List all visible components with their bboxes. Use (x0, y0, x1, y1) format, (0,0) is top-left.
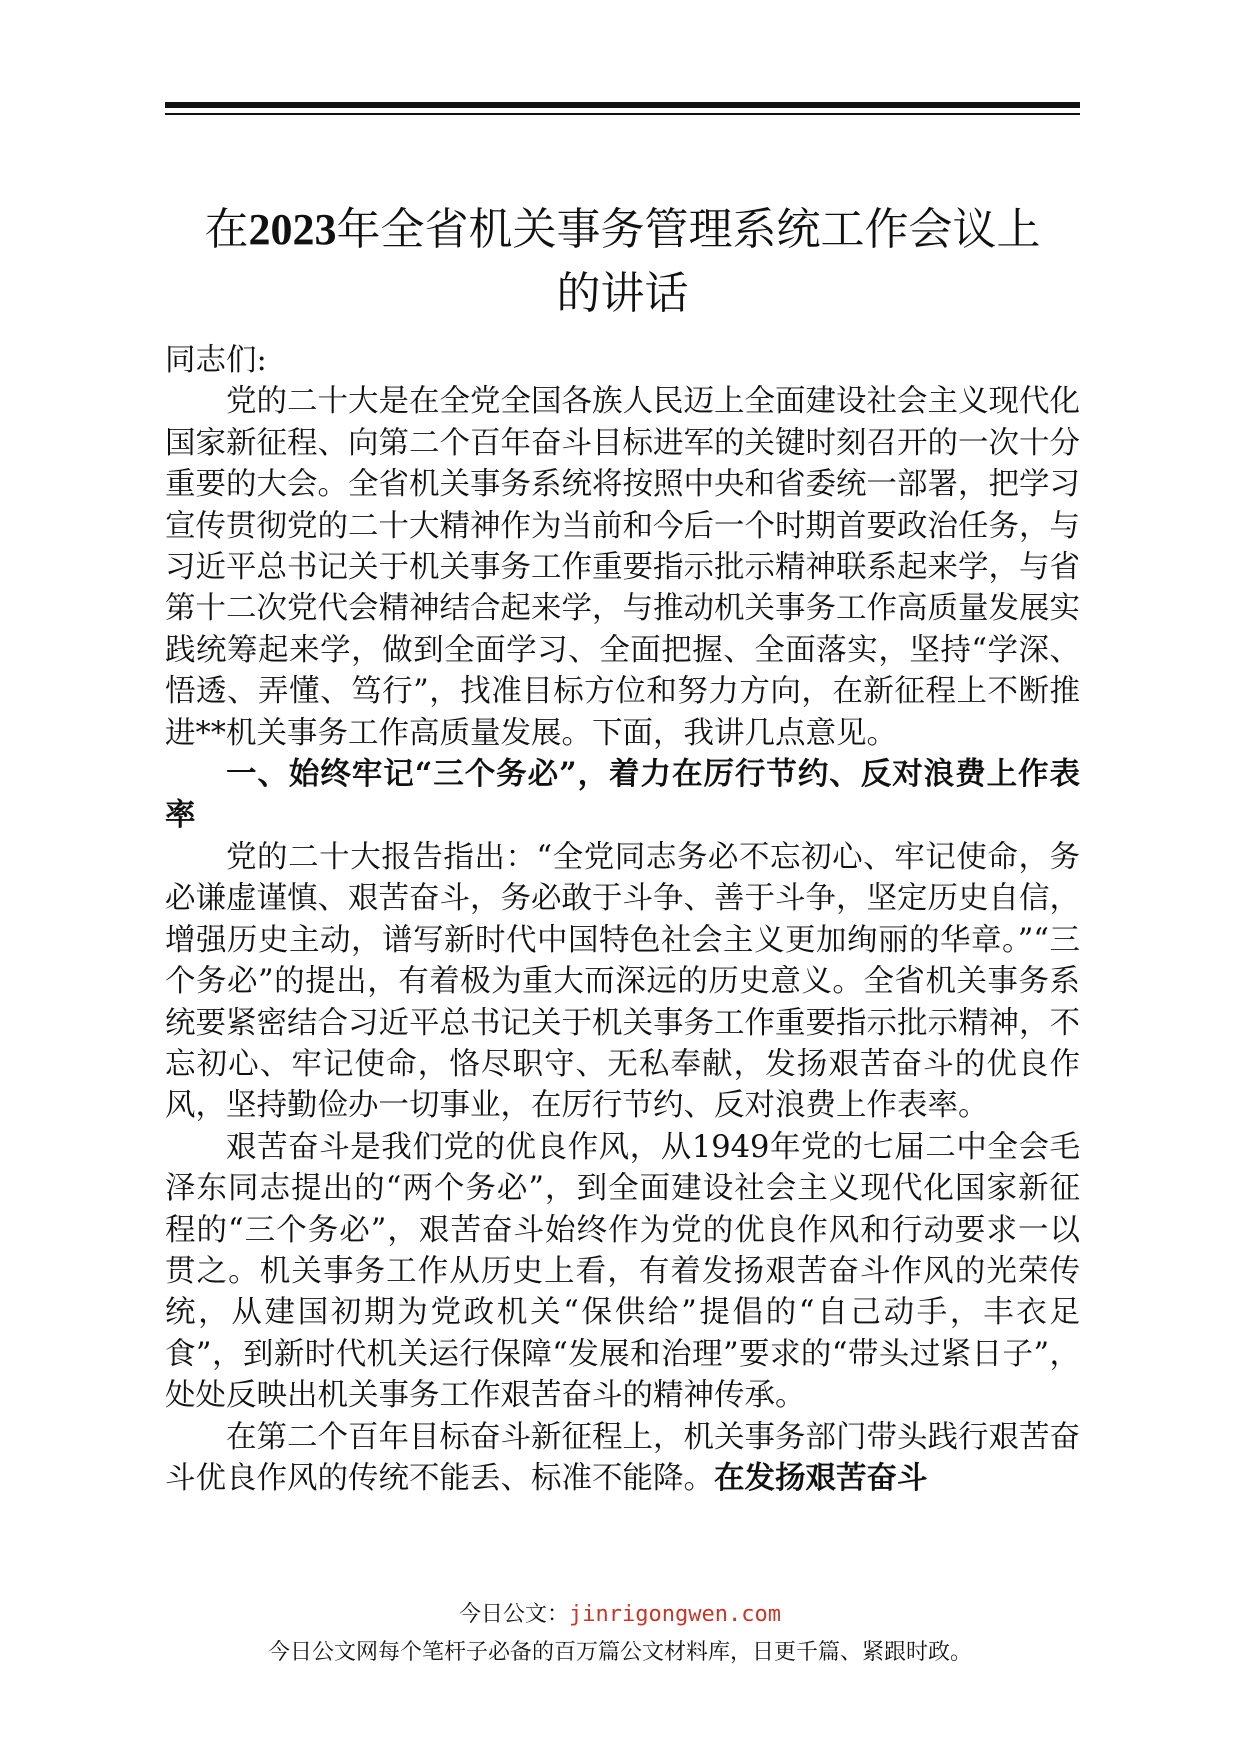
section-heading-1: 一、始终牢记“三个务必”，着力在厉行节约、反对浪费上作表率 (165, 756, 1080, 834)
title-year: 2023 (248, 205, 337, 254)
title-line2: 的讲话 (556, 268, 689, 319)
footer-site-link[interactable]: jinrigongwen.com (569, 1602, 781, 1627)
footer-site-label: 今日公文： (459, 1602, 570, 1627)
header-rule-thick (165, 102, 1080, 108)
paragraph-2: 党的二十大报告指出：“全党同志务必不忘初心、牢记使命，务必谦虚谨慎、艰苦奋斗，务必敢于斗争、善于斗争，坚定历史自信，增强历史主动，谱写新时代中国特色社会主义更加绚丽的华章。”“三个务必”的提出，有着极为重大而深远的历史意义。全省机关事务系统要紧密结合习近平总书记关于机关事务工作重要指示批示精神，不忘初心、牢记使命，恪尽职守、无私奉献，发扬艰苦奋斗的优良作风，坚持勤俭办一切事业，在厉行节约、反对浪费上作表率。 (165, 839, 1080, 1124)
paragraph-4-text: 在第二个百年目标奋斗新征程上，机关事务部门带头践行艰苦奋斗优良作风的传统不能丢、标准不能降。 (165, 1419, 1080, 1496)
document-title (150, 198, 1095, 326)
paragraph-1: 党的二十大是在全党全国各族人民迈上全面建设社会主义现代化国家新征程、向第二个百年奋斗目标进军的关键时刻召开的一次十分重要的大会。全省机关事务系统将按照中央和省委统一部署，把学习宣传贯彻党的二十大精神作为当前和今后一个时期首要政治任务，与习近平总书记关于机关事务工作重要指示批示精神联系起来学，与省第十二次党代会精神结合起来学，与推动机关事务工作高质量发展实践统筹起来学，做到全面学习、全面把握、全面落实，坚持“学深、悟透、弄懂、笃行”，找准目标方位和努力方向，在新征程上不断推进**机关事务工作高质量发展。下面，我讲几点意见。 (165, 384, 1080, 751)
title-prefix: 在 (204, 204, 249, 255)
paragraph-4 (165, 1417, 1080, 1500)
footer-site-line (0, 1600, 1240, 1630)
header-rule-thin (165, 113, 1080, 115)
title-rest: 年全省机关事务管理系统工作会议上 (336, 204, 1041, 255)
salutation: 同志们: (165, 343, 267, 378)
document-body (165, 340, 1080, 1499)
paragraph-3: 艰苦奋斗是我们党的优良作风，从1949年党的七届二中全会毛泽东同志提出的“两个务必”，到全面建设社会主义现代化国家新征程的“三个务必”，艰苦奋斗始终作为党的优良作风和行动要求一以贯之。机关事务工作从历史上看，有着发扬艰苦奋斗作风的光荣传统，从建国初期为党政机关“保供给”提倡的“自己动手，丰衣足食”，到新时代机关运行保障“发展和治理”要求的“带头过紧日子”，处处反映出机关事务工作艰苦奋斗的精神传承。 (165, 1129, 1080, 1414)
footer-slogan: 今日公文网每个笔杆子必备的百万篇公文材料库，日更千篇、紧跟时政。 (267, 1640, 972, 1665)
paragraph-4-bold-text: 在发扬艰苦奋斗 (714, 1459, 928, 1496)
